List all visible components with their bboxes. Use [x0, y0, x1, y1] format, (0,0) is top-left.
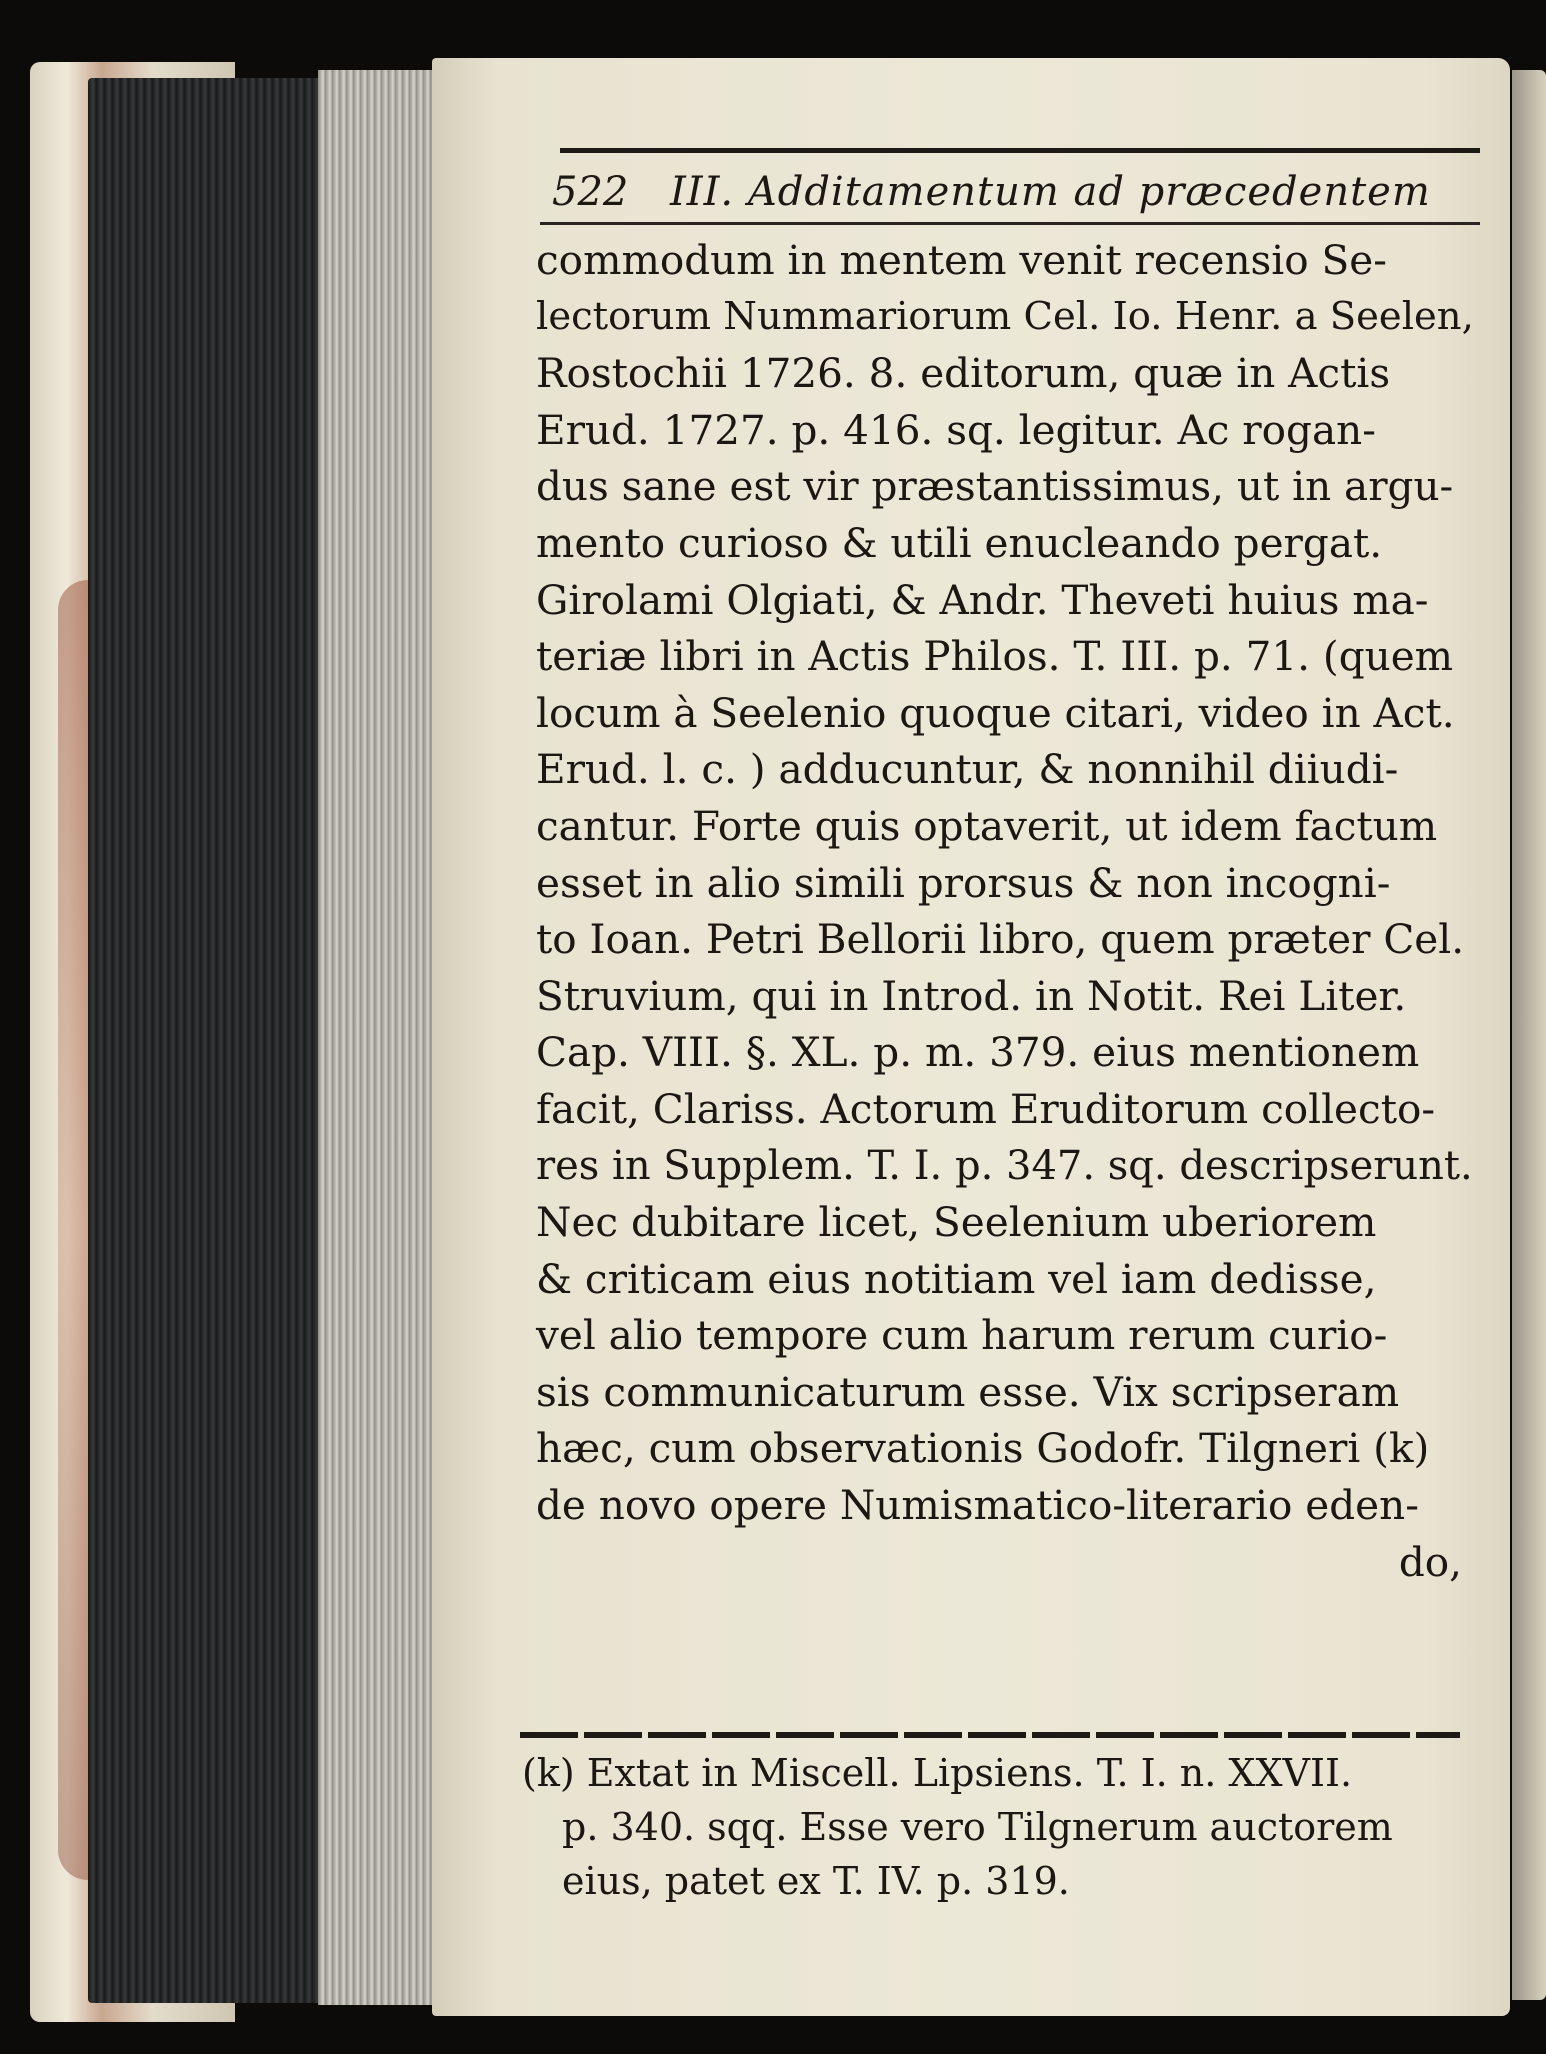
footnote-rule [520, 1732, 1460, 1738]
text-line: sis communicaturum esse. Vix scripseram [536, 1367, 1400, 1416]
header-rule [560, 148, 1480, 153]
text-line: res in Supplem. T. I. p. 347. sq. descripserunt. [536, 1142, 1473, 1189]
footnote-line: (k) Extat in Miscell. Lipsiens. T. I. n. XXVII. [522, 1751, 1353, 1795]
footnote [522, 1746, 1466, 1908]
text-line: mento curioso & utili enucleando pergat. [536, 518, 1383, 567]
footnote-line: eius, patet ex T. IV. p. 319. [562, 1859, 1070, 1903]
text-line: facit, Clariss. Actorum Eruditorum collecto- [536, 1084, 1436, 1133]
header-underline [540, 222, 1480, 225]
text-line: Erud. 1727. p. 416. sq. legitur. Ac rogan- [536, 405, 1376, 454]
text-line: vel alio tempore cum harum rerum curio- [536, 1311, 1388, 1360]
text-line: Cap. VIII. §. XL. p. m. 379. eius mentionem [536, 1028, 1420, 1077]
text-line: Girolami Olgiati, & Andr. Theveti huius ma- [536, 575, 1429, 624]
catchword: do, [1398, 1537, 1462, 1586]
text-line: hæc, cum observationis Godofr. Tilgneri (k) [536, 1424, 1430, 1473]
page-number: 522 [552, 169, 629, 215]
text-line: dus sane est vir præstantissimus, ut in argu- [536, 462, 1454, 511]
running-title: III. Additamentum ad præcedentem [670, 169, 1431, 215]
text-line: esset in alio simili prorsus & non incogni- [536, 858, 1391, 907]
text-line: Struvium, qui in Introd. in Notit. Rei Liter. [536, 971, 1407, 1020]
page-block-edges-light [318, 70, 438, 2005]
facing-page-edge [1512, 70, 1546, 2000]
text-line: cantur. Forte quis optaverit, ut idem factum [536, 801, 1438, 850]
body-text [536, 232, 1480, 1590]
running-header [540, 164, 1500, 220]
text-line: locum à Seelenio quoque citari, video in Act. [536, 688, 1455, 737]
text-line: teriæ libri in Actis Philos. T. III. p. 71. (quem [536, 632, 1454, 681]
text-line: commodum in mentem venit recensio Se- [536, 236, 1387, 284]
text-line: to Ioan. Petri Bellorii libro, quem præter Cel. [536, 915, 1465, 964]
text-line: & criticam eius notitiam vel iam dedisse, [536, 1254, 1377, 1303]
text-line: Erud. l. c. ) adducuntur, & nonnihil diiudi- [536, 745, 1399, 794]
text-line: Rostochii 1726. 8. editorum, quæ in Actis [536, 349, 1391, 398]
text-line: de novo opere Numismatico-literario eden- [536, 1481, 1419, 1530]
text-line: lectorum Nummariorum Cel. Io. Henr. a Seelen, [536, 293, 1474, 339]
footnote-line: p. 340. sqq. Esse vero Tilgnerum auctorem [562, 1805, 1393, 1849]
text-line: Nec dubitare licet, Seelenium uberiorem [536, 1198, 1377, 1247]
